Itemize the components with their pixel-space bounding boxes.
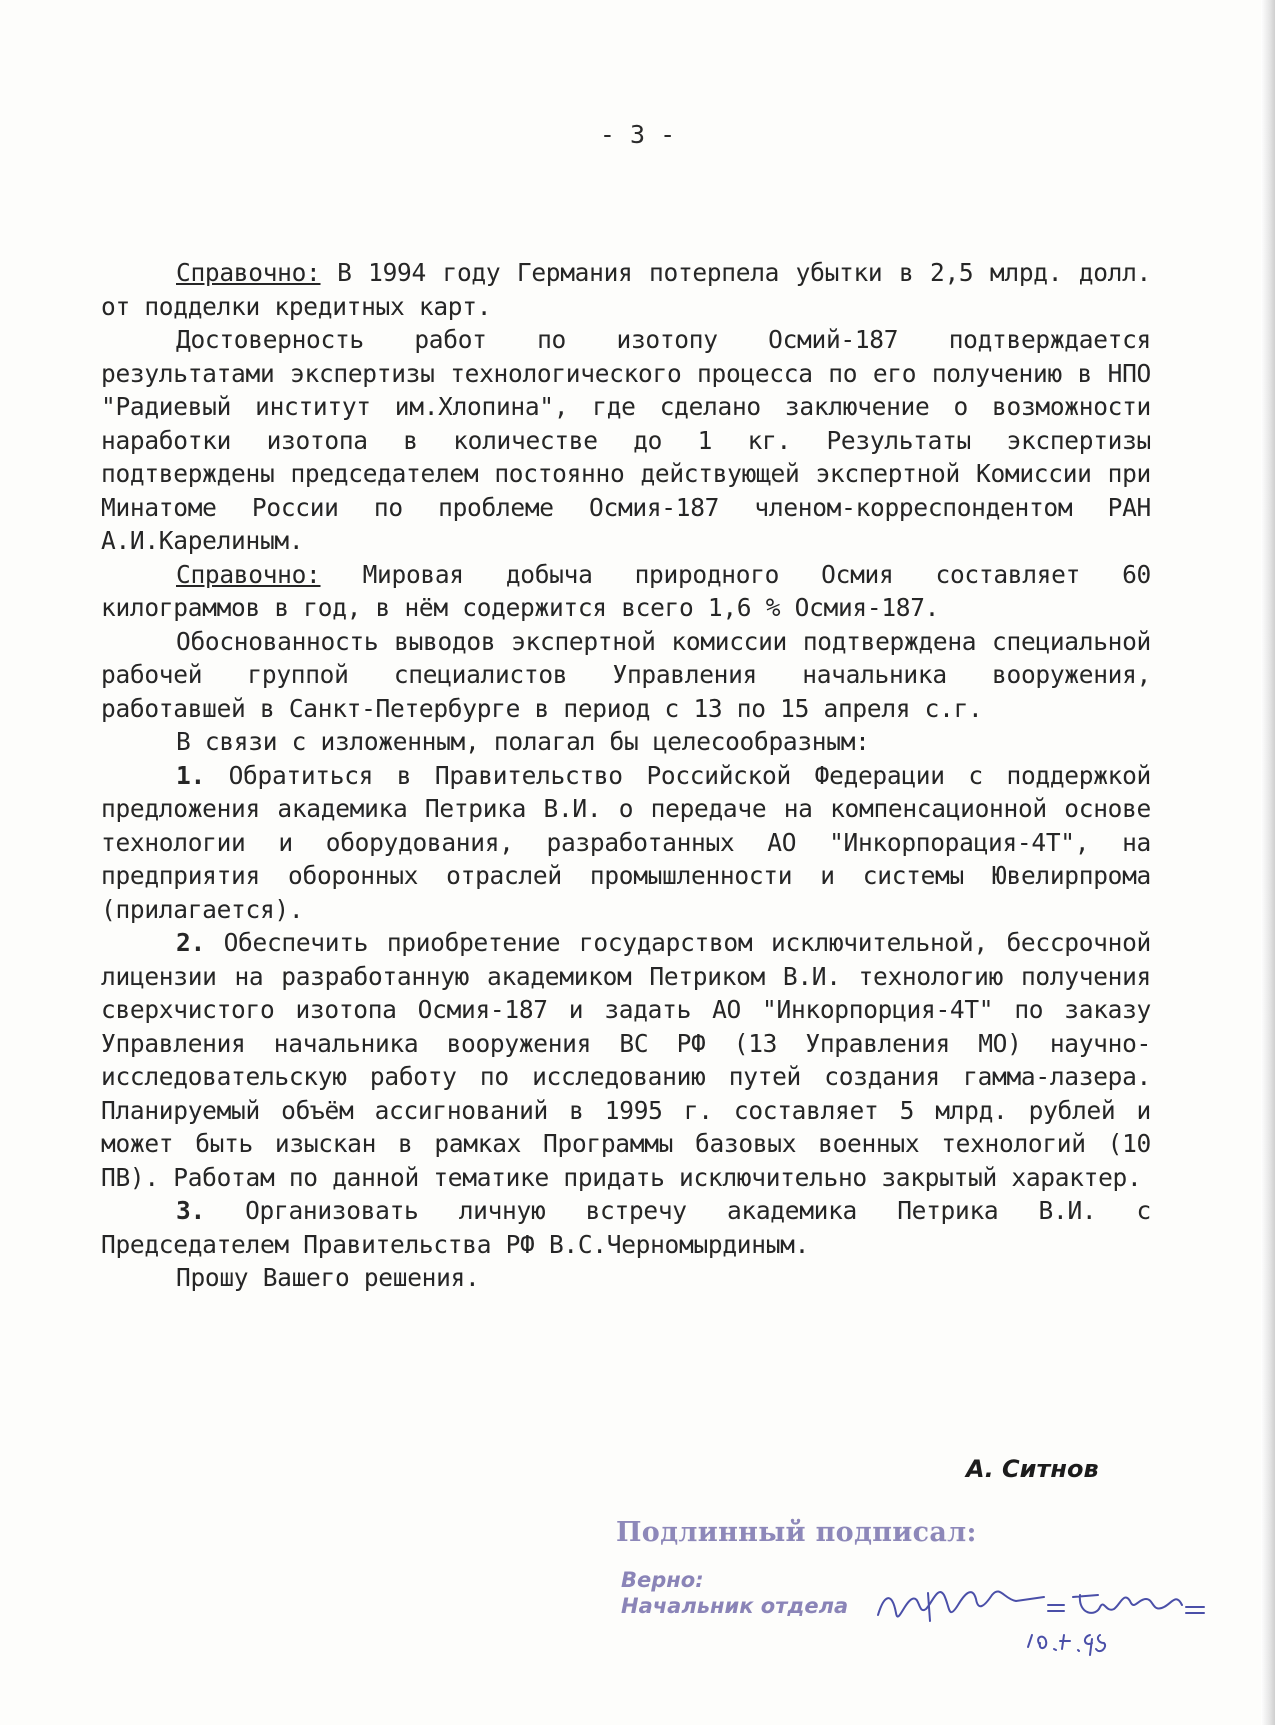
paragraph-conclusion-intro xyxy=(101,725,1151,759)
proposal-item-3 xyxy=(101,1194,1151,1261)
item-number: 2. xyxy=(176,928,205,957)
reference-label: Справочно: xyxy=(176,258,321,287)
paragraph-text: Достоверность работ по изотопу Осмий-187 подтверждается результатами экспертизы технологического процесса по его получению в НПО "Радиевый институт им.Хлопина", где сделано заключение о возможности наработки изотопа в количестве до 1 кг. Результаты экспертизы подтверждены председателем постоянно действующей экспертной Комиссии при Минатоме России по проблеме Осмия-187 членом-корреспондентом РАН А.И.Карелиным. xyxy=(101,325,1151,555)
stamp-certified: Верно: xyxy=(621,1568,704,1592)
paragraph-text: Обоснованность выводов экспертной комиссии подтверждена специальной рабочей группой специалистов Управления начальника вооружения, работавшей в Санкт-Петербурге в период с 13 по 15 апреля с.г. xyxy=(101,626,1151,723)
stamp-original-signed: Подлинный подписал: xyxy=(616,1517,977,1548)
paragraph-reference-2 xyxy=(101,558,1151,625)
paragraph-text: Обеспечить приобретение государством исключительной, бессрочной лицензии на разработанную академиком Петриком В.И. технологию получения сверхчистого изотопа Осмия-187 и задать АО "Инкорпорция-4Т" по заказу Управления начальника вооружения ВС РФ (13 Управления МО) научно-исследовательскую работу по исследованию путей создания гамма-лазера. Планируемый объём ассигнований в 1995 г. составляет 5 млрд. рублей и может быть изыскан в рамках Программы базовых военных технологий (10 ПВ). Работам по данной тематике придать исключительно закрытый характер. xyxy=(101,928,1151,1192)
handwritten-signature xyxy=(868,1555,1208,1665)
paragraph-text: В связи с изложенным, полагал бы целесообразным: xyxy=(176,727,870,756)
paragraph-text: Организовать личную встречу академика Петрика В.И. с Председателем Правительства РФ В.С.Черномырдиным. xyxy=(101,1196,1151,1259)
page-edge-shadow xyxy=(1261,0,1275,1725)
stamp-department-head: Начальник отдела xyxy=(621,1594,849,1618)
paragraph-validity xyxy=(101,625,1151,726)
item-number: 1. xyxy=(176,760,205,790)
reference-label: Справочно: xyxy=(176,559,321,589)
paragraph-text: Обратиться в Правительство Российской Федерации с поддержкой предложения академика Петрика В.И. о передаче на компенсационной основе технологии и оборудования, разработанных АО "Инкорпорация-4Т", на предприятия оборонных отраслей промышленности и системы Ювелирпрома (прилагается). xyxy=(101,760,1151,924)
signatory-name: А. Ситнов xyxy=(966,1455,1099,1483)
paragraph-text: Прошу Вашего решения. xyxy=(176,1263,480,1292)
item-number: 3. xyxy=(176,1196,205,1225)
paragraph-reliability xyxy=(101,323,1151,558)
proposal-item-2 xyxy=(101,926,1151,1194)
paragraph-text: Мировая добыча природного Осмия составляет 60 килограммов в год, в нём содержится всего 1,6 % Осмия-187. xyxy=(101,559,1151,622)
paragraph-text: В 1994 году Германия потерпела убытки в 2,5 млрд. долл. от подделки кредитных карт. xyxy=(101,258,1151,321)
paragraph-request xyxy=(101,1261,1151,1295)
paragraph-reference-1 xyxy=(101,256,1151,323)
proposal-item-1 xyxy=(101,759,1151,927)
letter-body xyxy=(101,256,1151,1295)
page-number: - 3 - xyxy=(599,120,676,149)
